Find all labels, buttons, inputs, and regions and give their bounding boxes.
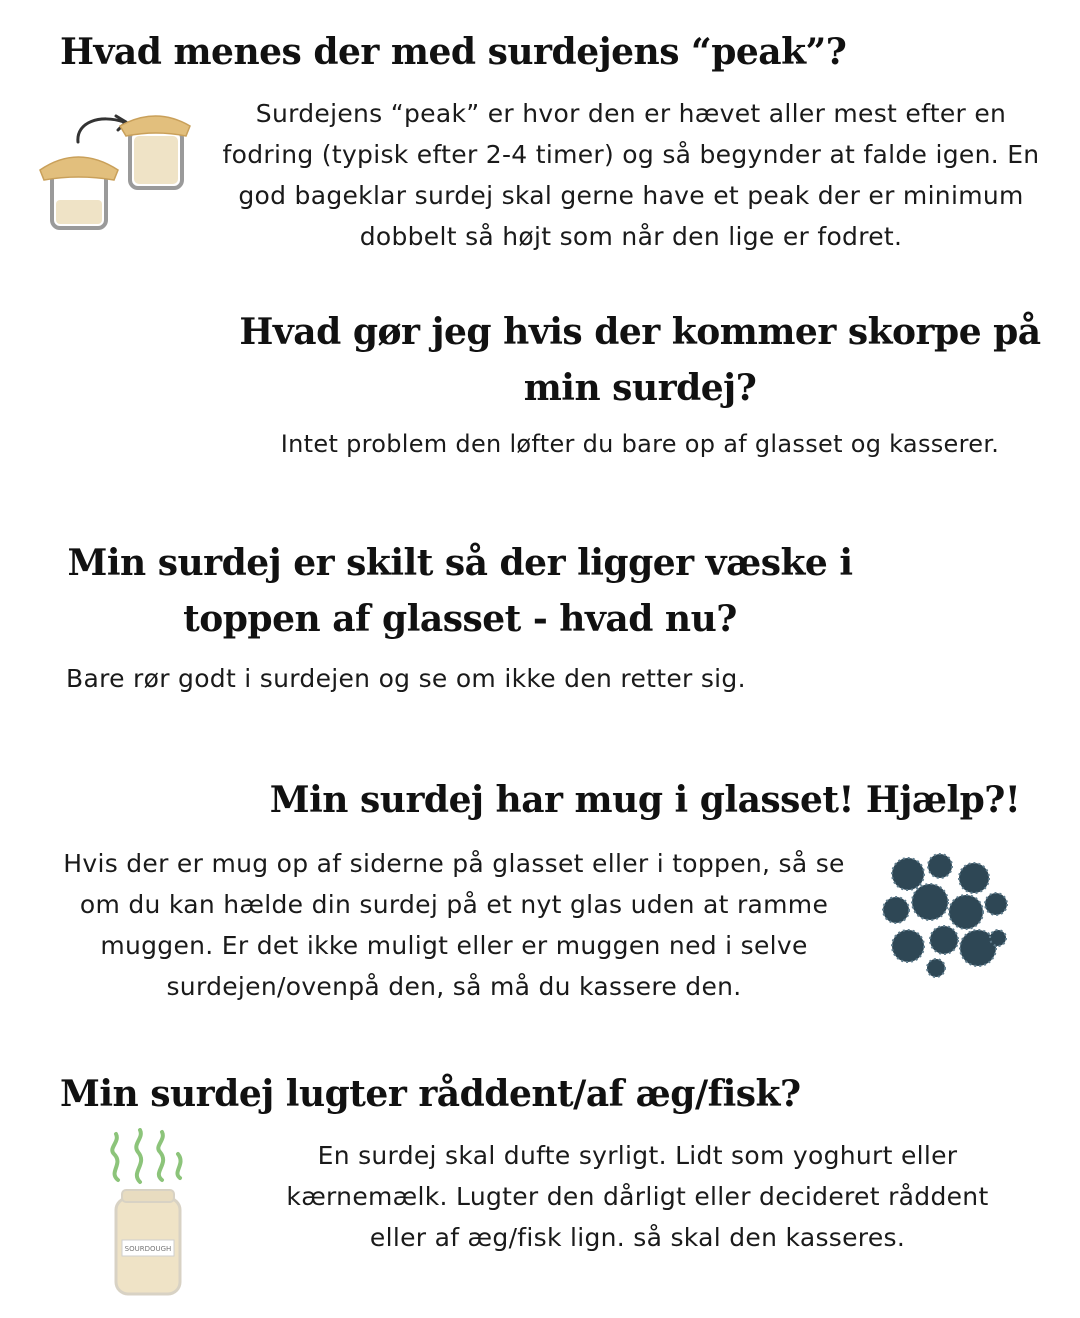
heading-crust: Hvad gør jeg hvis der kommer skorpe på min surdej?	[239, 311, 1041, 409]
heading-smell: Min surdej lugter råddent/af æg/fisk?	[60, 1073, 801, 1115]
mold-spots-icon	[878, 852, 1010, 980]
jar-label-text: SOURDOUGH	[124, 1245, 172, 1253]
mold-illustration	[878, 852, 1010, 980]
heading-separated: Min surdej er skilt så der ligger væske i toppen af glasset - hvad nu?	[67, 542, 853, 640]
jar-icon	[36, 104, 196, 232]
body-separated: Bare rør godt i surdejen og se om ikke den retter sig.	[66, 664, 746, 693]
heading-peak: Hvad menes der med surdejens “peak”?	[60, 31, 847, 73]
body-smell: En surdej skal dufte syrligt. Lidt som yoghurt eller kærnemælk. Lugter den dårligt eller decideret råddent eller af æg/fisk lign. så skal den kasseres.	[286, 1141, 989, 1252]
body-crust: Intet problem den løfter du bare op af glasset og kasserer.	[280, 430, 1000, 458]
body-peak: Surdejens “peak” er hvor den er hævet aller mest efter en fodring (typisk efter 2-4 timer) og så begynder at falde igen. En god bageklar surdej skal gerne have et peak der er minimum dobbelt så højt som når den lige er fodret.	[222, 99, 1040, 251]
smelly-jar-icon	[100, 1128, 196, 1298]
heading-mold: Min surdej har mug i glasset! Hjælp?!	[269, 779, 1021, 821]
jars-illustration	[36, 104, 196, 232]
smell-illustration	[100, 1128, 196, 1298]
body-mold: Hvis der er mug op af siderne på glasset eller i toppen, så se om du kan hælde din surdej på et nyt glas uden at ramme muggen. Er det ikke muligt eller er muggen ned i selve surdejen/ovenpå den, så må du kassere den.	[63, 849, 845, 1001]
